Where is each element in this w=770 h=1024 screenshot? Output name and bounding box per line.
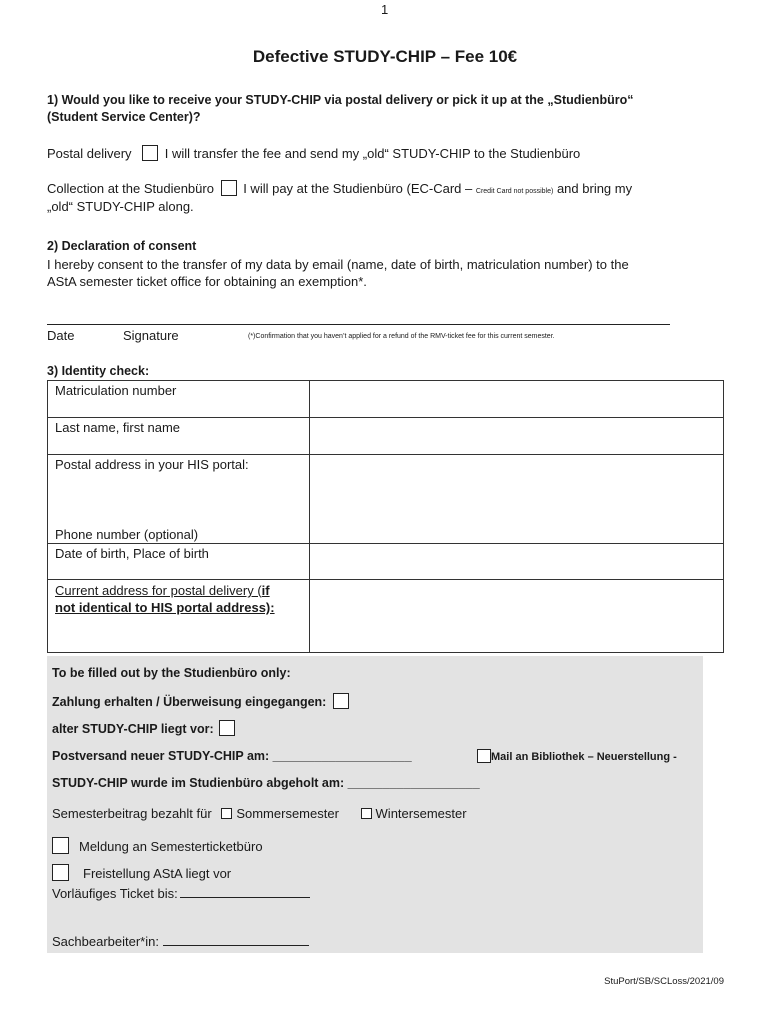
semester-fee-row [52,806,467,821]
phone-label: Phone number (optional) [55,527,199,542]
current-address-cell [48,580,310,653]
signature-line[interactable] [47,324,670,325]
summer-checkbox[interactable] [221,808,232,819]
notice-checkbox[interactable] [52,837,69,854]
footer-code: StuPort/SB/SCLoss/2021/09 [604,976,724,987]
postal-delivery-option [47,145,580,161]
postal-delivery-checkbox[interactable] [142,145,158,161]
old-chip-label: alter STUDY-CHIP liegt vor: [52,722,214,736]
current-address-field[interactable] [310,580,724,653]
collection-text: I will pay at the Studienbüro (EC-Card – [243,181,473,196]
temp-ticket-row [52,886,310,901]
old-chip-checkbox[interactable] [219,720,235,736]
table-row [48,544,724,580]
table-row [48,580,724,653]
notice-row [52,837,263,854]
identity-table [47,380,724,653]
mail-library-label: Mail an Bibliothek – Neuerstellung - [491,751,677,763]
birth-field[interactable] [310,544,724,580]
office-heading: To be filled out by the Studienbüro only: [52,666,291,680]
postal-address-field[interactable] [310,455,724,544]
clerk-row [52,934,309,949]
current-address-bold2: not identical to HIS portal address): [55,600,275,615]
mail-library-row [477,749,677,763]
consent-line2: AStA semester ticket office for obtaining an exemption*. [47,274,367,289]
postal-delivery-text: I will transfer the fee and send my „old“ STUDY-CHIP to the Studienbüro [164,146,581,161]
old-chip-row [52,720,235,736]
current-address-label: Current address for postal delivery ( [55,583,262,598]
winter-label: Wintersemester [375,806,467,821]
collection-option [47,180,632,196]
summer-label: Sommersemester [236,806,339,821]
collection-small-note: Credit Card not possible) [475,188,554,195]
payment-row [52,693,349,709]
table-row [48,418,724,455]
current-address-bold1: if [261,583,270,598]
birth-label: Date of birth, Place of birth [48,544,310,580]
winter-checkbox[interactable] [361,808,372,819]
clerk-label: Sachbearbeiter*in: [52,934,159,949]
matriculation-field[interactable] [310,381,724,418]
collection-checkbox[interactable] [221,180,237,196]
table-row [48,455,724,544]
clerk-field[interactable] [163,934,309,946]
date-label: Date [47,328,75,343]
page-title: Defective STUDY-CHIP – Fee 10€ [252,47,518,66]
notice-label: Meldung an Semesterticketbüro [79,839,263,854]
page-number: 1 [381,2,389,17]
payment-label: Zahlung erhalten / Überweisung eingegangen: [52,695,327,709]
consent-line1: I hereby consent to the transfer of my data by email (name, date of birth, matriculation number) to the [47,257,629,272]
mail-library-checkbox[interactable] [477,749,491,763]
section1-question-line2: (Student Service Center)? [47,110,201,124]
temp-ticket-label: Vorläufiges Ticket bis: [52,886,178,901]
shipping-label: Postversand neuer STUDY-CHIP am: ____________________ [52,749,412,763]
name-label: Last name, first name [48,418,310,455]
payment-checkbox[interactable] [333,693,349,709]
name-field[interactable] [310,418,724,455]
exemption-row [52,864,231,881]
semester-fee-label: Semesterbeitrag bezahlt für [52,806,212,821]
exemption-checkbox[interactable] [52,864,69,881]
section3-heading: 3) Identity check: [47,364,150,378]
postal-address-cell [48,455,310,544]
picked-up-label: STUDY-CHIP wurde im Studienbüro abgeholt am: ___________________ [52,776,480,790]
exemption-label: Freistellung AStA liegt vor [83,866,232,881]
collection-line2: „old“ STUDY-CHIP along. [47,199,194,214]
collection-label: Collection at the Studienbüro [47,181,214,196]
signature-label: Signature [123,328,179,343]
consent-footnote: (*)Confirmation that you haven’t applied for a refund of the RMV-ticket fee for this current semester. [248,333,555,340]
section1-question-line1: 1) Would you like to receive your STUDY-CHIP via postal delivery or pick it up at the „Studienbüro“ [47,93,634,107]
postal-address-label: Postal address in your HIS portal: [55,457,249,472]
matriculation-label: Matriculation number [48,381,310,418]
section2-heading: 2) Declaration of consent [47,239,197,253]
postal-delivery-label: Postal delivery [47,146,132,161]
table-row [48,381,724,418]
office-use-box [47,656,703,953]
collection-text2: and bring my [556,181,633,196]
temp-ticket-field[interactable] [180,886,310,898]
